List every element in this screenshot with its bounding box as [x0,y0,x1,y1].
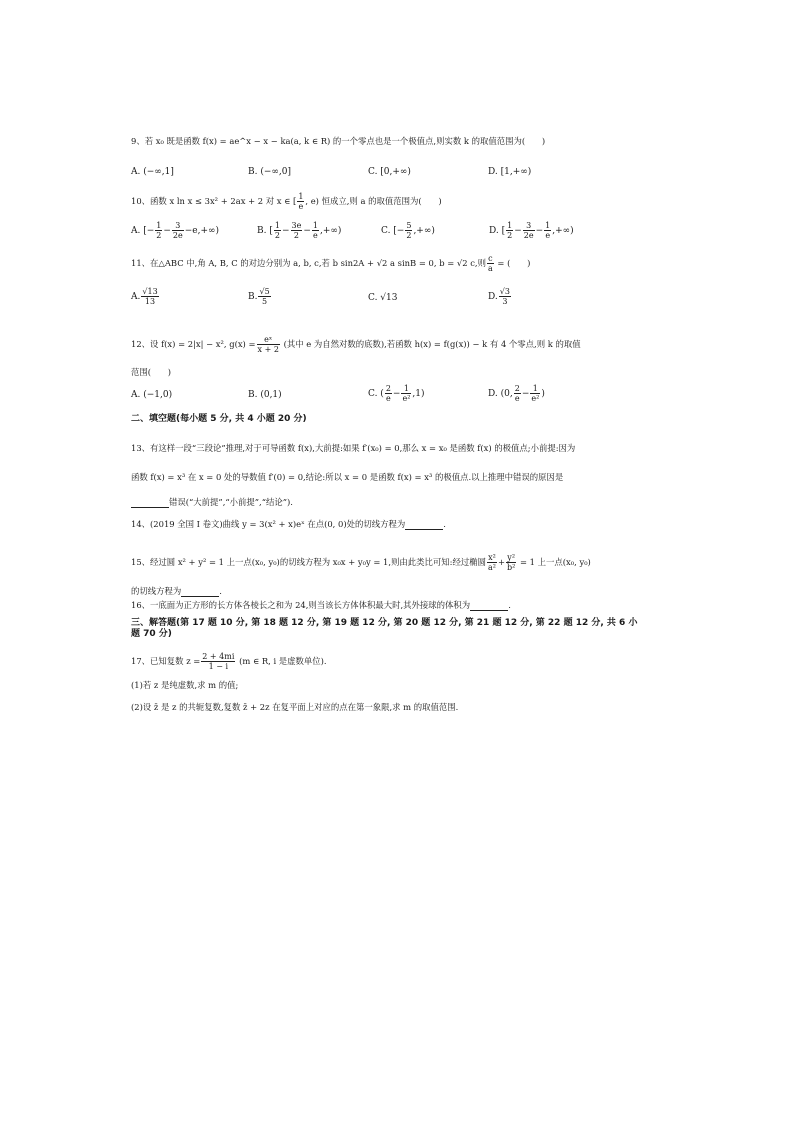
q9-option-a: A. (−∞,1] [131,167,174,177]
q9-stem: 9、若 x₀ 既是函数 f(x) = ae^x − x − ka(a, k ∈ R) 的一个零点也是一个极值点,则实数 k 的取值范围为( ) [131,136,546,146]
q12-option-b: B. (0,1) [248,390,282,400]
q15-line1: 15、经过圆 x² + y² = 1 上一点(x₀, y₀)的切线方程为 x₀x + y₀y = 1,则由此类比可知:经过椭圆 $\frac{\text{x²}}{\text{a²}}$ + $\frac{\text{y²}}{\text{b²}}$ = 1 上一点(x₀, y₀) [131,553,591,572]
q13-line2: 函数 f(x) = x³ 在 x = 0 处的导数值 f′(0) = 0,结论:所以 x = 0 是函数 f(x) = x³ 的极值点.以上推理中错误的原因是 [131,472,564,482]
q9-option-b: B. (−∞,0] [248,167,291,177]
q13-line3: 错误(“大前提”,“小前提”,“结论”). [131,497,293,508]
q14-text: 14、(2019 全国 I 卷文)曲线 y = 3(x² + x)eˣ 在点(0, 0)处的切线方程为 . [131,519,446,529]
section-heading-fill-in: 二、填空题(每小题 5 分, 共 4 小题 20 分) [131,414,307,424]
section-heading-answer-line2: 题 70 分) [131,629,172,639]
q9-option-c: C. [0,+∞) [368,167,411,177]
q11-option-c: C. √13 [368,293,398,303]
q10-option-a: A. [− $\frac{1}{2}$ − $\frac{3}{2e}$ −e,+∞) [131,221,220,240]
q17-stem: 17、已知复数 z = $\frac{2 + 4mi}{1 - i}$ (m ∈ R, i 是虚数单位). [131,652,327,671]
q17-part1: (1)若 z 是纯虚数,求 m 的值; [131,680,239,690]
q10-frac-1e: $\frac{1}{e}$ [298,192,304,211]
q11-option-a: A. $\frac{√13}{13}$ [131,287,158,306]
q16-text: 16、一底面为正方形的长方体各棱长之和为 24,则当该长方体体积最大时,其外接球的体积为 . [131,600,511,610]
q12-option-c: C. ( $\frac{2}{e}$ − $\frac{1}{\text{e²}}$ ,1) [368,384,425,403]
q10-stem: 10、函数 x ln x ≤ 3x² + 2ax + 2 对 x ∈ [ $\frac{1}{e}$ , e) 恒成立,则 a 的取值范围为( ) [131,192,442,211]
q12-option-a: A. (−1,0) [131,390,173,400]
q13-answer-blank[interactable] [131,499,169,508]
q12-stem: 12、设 f(x) = 2|x| − x², g(x) = $\frac{\text{eˣ}}{x + 2}$ (其中 e 为自然对数的底数),若函数 h(x) = f(g(x)) − k 有 4 个零点,则 k 的取值 [131,335,581,354]
q11-option-b: B. $\frac{√5}{5}$ [248,287,270,306]
section-heading-answer: 三、解答题(第 17 题 10 分, 第 18 题 12 分, 第 19 题 12 分, 第 20 题 12 分, 第 21 题 12 分, 第 22 题 12 分, 共 6 小 [131,618,638,628]
q9-option-d: D. [1,+∞) [488,167,532,177]
q14-answer-blank[interactable] [405,521,443,530]
q12-stem-line2: 范围( ) [131,367,172,377]
q15-answer-blank[interactable] [181,588,219,597]
q10-option-b: B. [ $\frac{1}{2}$ − $\frac{3e}{2}$ − $\frac{1}{e}$ ,+∞) [257,221,342,240]
q17-part2: (2)设 z̄ 是 z 的共轭复数,复数 z̄ + 2z 在复平面上对应的点在第一象限,求 m 的取值范围. [131,702,459,712]
q11-stem: 11、在△ABC 中,角 A, B, C 的对边分别为 a, b, c,若 b sin2A + √2 a sinB = 0, b = √2 c,则 $\frac{c}{a}$ = ( ) [131,254,531,273]
q15-line2: 的切线方程为 . [131,586,222,596]
q11-option-d: D. $\frac{√3}{3}$ [488,287,510,306]
q10-option-d: D. [ $\frac{1}{2}$ − $\frac{3}{2e}$ − $\frac{1}{e}$ ,+∞) [489,221,574,240]
q16-answer-blank[interactable] [470,602,508,611]
q13-line1: 13、有这样一段“三段论”推理,对于可导函数 f(x),大前提:如果 f′(x₀) = 0,那么 x = x₀ 是函数 f(x) 的极值点;小前提:因为 [131,443,576,453]
q12-option-d: D. (0, $\frac{2}{e}$ − $\frac{1}{\text{e²}}$ ) [488,384,545,403]
q10-option-c: C. [− $\frac{5}{2}$ ,+∞) [381,221,435,240]
